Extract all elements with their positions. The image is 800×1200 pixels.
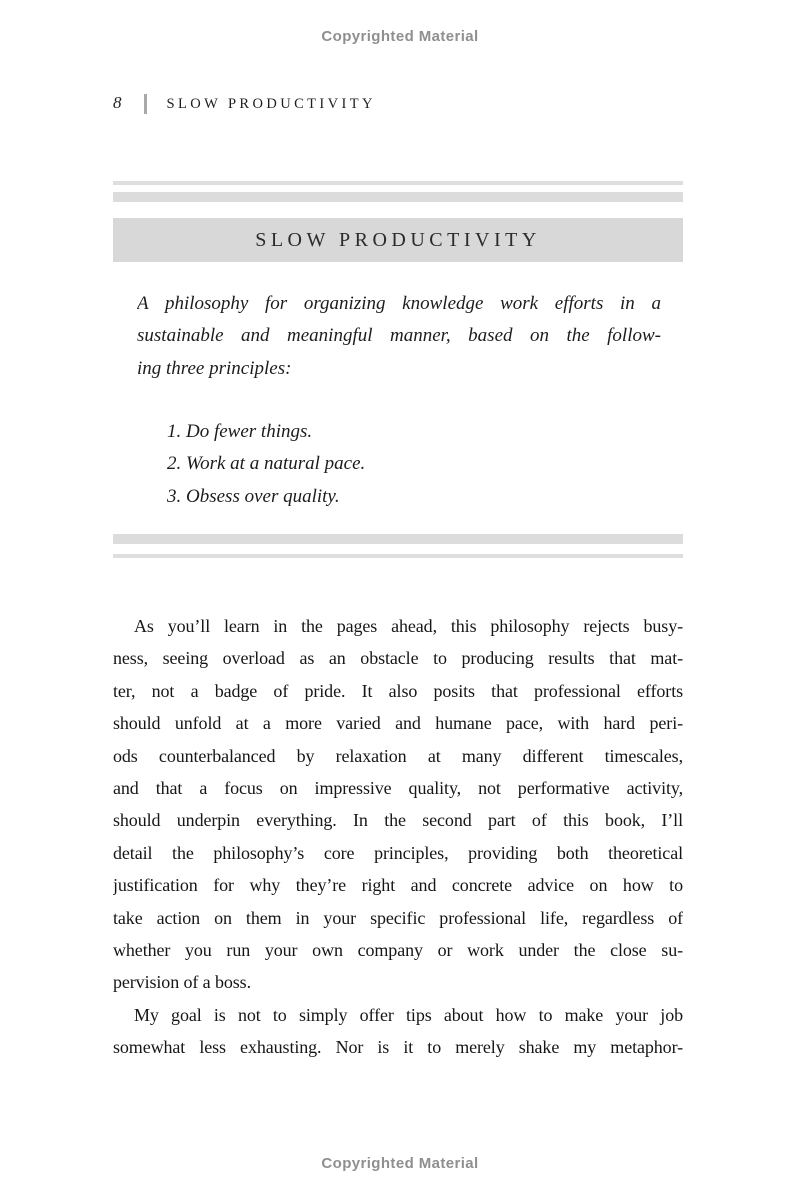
body-text: [113, 610, 683, 1063]
decorative-rule-top-thin: [113, 181, 683, 185]
definition-description-line: A philosophy for organizing knowledge work efforts in a: [137, 293, 661, 314]
body-text-line: should unfold at a more varied and humane pace, with hard peri-: [113, 713, 683, 734]
body-paragraph-1: [113, 610, 683, 999]
decorative-rule-bottom-thin: [113, 554, 683, 558]
page-number: 8: [113, 93, 122, 112]
body-text-line: My goal is not to simply offer tips about how to make your job: [134, 1004, 683, 1025]
copyright-notice-top: Copyrighted Material: [321, 28, 479, 45]
body-text-line: ness, seeing overload as an obstacle to producing results that mat-: [113, 648, 683, 669]
body-text-line: ter, not a badge of pride. It also posits that professional efforts: [113, 680, 683, 701]
definition-description-line: sustainable and meaningful manner, based on the follow-: [137, 325, 661, 347]
running-title: SLOW PRODUCTIVITY: [166, 95, 376, 112]
definition-title-band: [113, 218, 683, 262]
body-text-line: somewhat less exhausting. Nor is it to merely shake my metaphor-: [113, 1037, 683, 1058]
definition-title: SLOW PRODUCTIVITY: [255, 228, 541, 251]
body-text-line: ods counterbalanced by relaxation at many different timescales,: [113, 745, 683, 766]
principle-item: 2. Work at a natural pace.: [167, 453, 366, 475]
decorative-rule-top-thick: [113, 192, 683, 202]
body-text-line: whether you run your own company or work under the close su-: [113, 939, 683, 960]
body-text-line: pervision of a boss.: [113, 972, 251, 993]
header-divider: [144, 94, 147, 114]
body-text-line: As you’ll learn in the pages ahead, this philosophy rejects busy-: [134, 616, 683, 636]
body-text-line: take action on them in your specific professional life, regardless of: [113, 907, 683, 928]
principle-item: 3. Obsess over quality.: [167, 485, 340, 507]
body-text-line: detail the philosophy’s core principles, providing both theoretical: [113, 842, 683, 863]
copyright-notice-bottom: Copyrighted Material: [321, 1155, 479, 1172]
body-text-line: should underpin everything. In the second part of this book, I’ll: [113, 810, 683, 831]
body-paragraph-2: [113, 999, 683, 1064]
decorative-rule-bottom-thick: [113, 534, 683, 544]
definition-description: [137, 288, 661, 385]
principles-list: [167, 416, 365, 513]
body-text-line: and that a focus on impressive quality, not performative activity,: [113, 777, 683, 798]
body-text-line: justification for why they’re right and concrete advice on how to: [113, 875, 683, 896]
page-header: [113, 93, 376, 115]
principle-item: 1. Do fewer things.: [167, 421, 313, 442]
definition-description-line: ing three principles:: [137, 357, 292, 379]
